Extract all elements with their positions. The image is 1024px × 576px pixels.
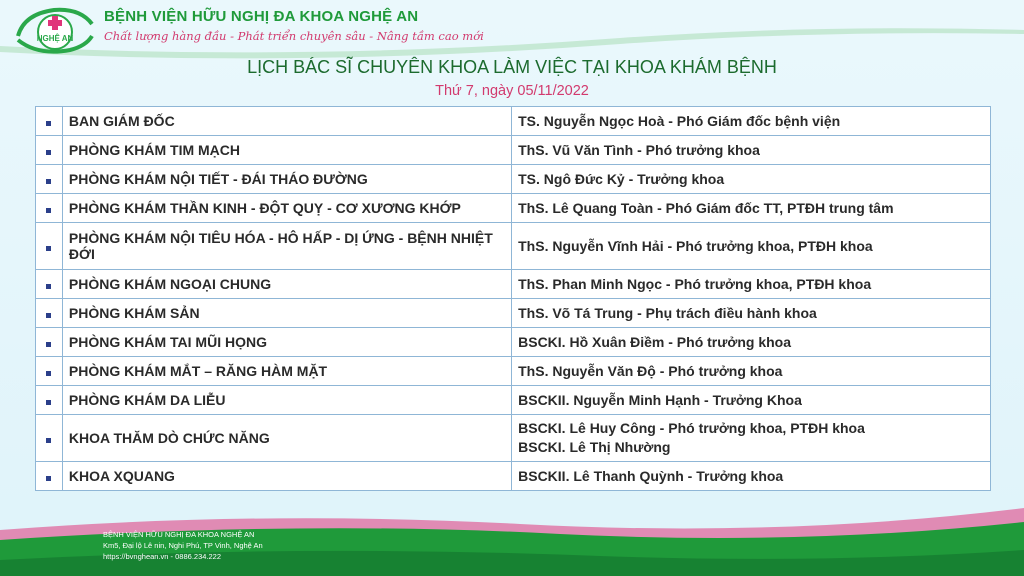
department-name: PHÒNG KHÁM TIM MẠCH bbox=[62, 136, 511, 165]
doctor-name: ThS. Phan Minh Ngọc - Phó trưởng khoa, PTĐH khoa bbox=[512, 270, 991, 299]
doctor-name: BSCKII. Lê Thanh Quỳnh - Trưởng khoa bbox=[512, 462, 991, 491]
bullet-icon bbox=[46, 438, 51, 443]
doctor-name: ThS. Vũ Văn Tình - Phó trưởng khoa bbox=[512, 136, 991, 165]
row-bullet bbox=[36, 386, 63, 415]
footer-contact[interactable]: https://bvnghean.vn - 0886.234.222 bbox=[103, 552, 222, 561]
table-row bbox=[36, 270, 991, 299]
doctor-name: ThS. Lê Quang Toàn - Phó Giám đốc TT, PTĐH trung tâm bbox=[512, 194, 991, 223]
row-bullet bbox=[36, 107, 63, 136]
row-bullet bbox=[36, 357, 63, 386]
department-name: PHÒNG KHÁM MẮT – RĂNG HÀM MẶT bbox=[62, 357, 511, 386]
bullet-icon bbox=[46, 208, 51, 213]
department-name: PHÒNG KHÁM TAI MŨI HỌNG bbox=[62, 328, 511, 357]
page-subtitle: Thứ 7, ngày 05/11/2022 bbox=[435, 83, 589, 99]
table-row bbox=[36, 136, 991, 165]
table-row bbox=[36, 223, 991, 270]
row-bullet bbox=[36, 223, 63, 270]
bullet-icon bbox=[46, 400, 51, 405]
row-bullet bbox=[36, 194, 63, 223]
doctor-name: BSCKI. Lê Huy Công - Phó trưởng khoa, PTĐH khoa bbox=[518, 420, 865, 436]
bullet-icon bbox=[46, 476, 51, 481]
doctor-name: ThS. Nguyễn Văn Độ - Phó trưởng khoa bbox=[512, 357, 991, 386]
doctor-name: TS. Nguyễn Ngọc Hoà - Phó Giám đốc bệnh viện bbox=[512, 107, 991, 136]
department-name: KHOA THĂM DÒ CHỨC NĂNG bbox=[62, 415, 511, 462]
row-bullet bbox=[36, 299, 63, 328]
table-row bbox=[36, 165, 991, 194]
doctor-name: BSCKI. Hồ Xuân Điềm - Phó trưởng khoa bbox=[512, 328, 991, 357]
schedule-table bbox=[35, 106, 991, 491]
logo-text: NGHỆ AN bbox=[36, 34, 74, 43]
row-bullet bbox=[36, 165, 63, 194]
hospital-logo bbox=[14, 6, 96, 56]
bullet-icon bbox=[46, 121, 51, 126]
department-name: BAN GIÁM ĐỐC bbox=[62, 107, 511, 136]
department-name: PHÒNG KHÁM DA LIỄU bbox=[62, 386, 511, 415]
department-name: KHOA XQUANG bbox=[62, 462, 511, 491]
hospital-name: BỆNH VIỆN HỮU NGHỊ ĐA KHOA NGHỆ AN bbox=[104, 8, 419, 25]
row-bullet bbox=[36, 328, 63, 357]
footer-address: Km5, Đại lộ Lê nin, Nghi Phú, TP Vinh, Nghệ An bbox=[103, 541, 263, 550]
table-row bbox=[36, 107, 991, 136]
row-bullet bbox=[36, 415, 63, 462]
department-name: PHÒNG KHÁM NỘI TIẾT - ĐÁI THÁO ĐƯỜNG bbox=[62, 165, 511, 194]
department-name: PHÒNG KHÁM THẦN KINH - ĐỘT QUỴ - CƠ XƯƠNG KHỚP bbox=[62, 194, 511, 223]
bullet-icon bbox=[46, 313, 51, 318]
department-name: PHÒNG KHÁM NGOẠI CHUNG bbox=[62, 270, 511, 299]
doctor-name: ThS. Võ Tá Trung - Phụ trách điều hành khoa bbox=[512, 299, 991, 328]
table-row bbox=[36, 462, 991, 491]
header bbox=[0, 0, 1024, 60]
row-bullet bbox=[36, 136, 63, 165]
bullet-icon bbox=[46, 179, 51, 184]
table-row bbox=[36, 357, 991, 386]
footer-name: BỆNH VIỆN HỮU NGHỊ ĐA KHOA NGHỆ AN bbox=[103, 530, 255, 539]
row-bullet bbox=[36, 462, 63, 491]
hospital-slogan: Chất lượng hàng đầu - Phát triển chuyên sâu - Nâng tầm cao mới bbox=[104, 29, 484, 43]
table-row bbox=[36, 415, 991, 462]
bullet-icon bbox=[46, 246, 51, 251]
bullet-icon bbox=[46, 150, 51, 155]
page-title: LỊCH BÁC SĨ CHUYÊN KHOA LÀM VIỆC TẠI KHOA KHÁM BỆNH bbox=[247, 57, 777, 77]
table-row bbox=[36, 299, 991, 328]
doctor-name: ThS. Nguyễn Vĩnh Hải - Phó trưởng khoa, PTĐH khoa bbox=[512, 223, 991, 270]
bullet-icon bbox=[46, 371, 51, 376]
row-bullet bbox=[36, 270, 63, 299]
table-row bbox=[36, 328, 991, 357]
doctor-name: BSCKI. Lê Thị Nhường bbox=[518, 439, 671, 455]
doctor-name: TS. Ngô Đức Kỷ - Trưởng khoa bbox=[512, 165, 991, 194]
bullet-icon bbox=[46, 284, 51, 289]
footer-info bbox=[103, 529, 263, 562]
department-name: PHÒNG KHÁM SẢN bbox=[62, 299, 511, 328]
table-row bbox=[36, 386, 991, 415]
table-row bbox=[36, 194, 991, 223]
doctor-name: BSCKII. Nguyễn Minh Hạnh - Trưởng Khoa bbox=[512, 386, 991, 415]
bullet-icon bbox=[46, 342, 51, 347]
doctor-cell bbox=[512, 415, 991, 462]
department-name: PHÒNG KHÁM NỘI TIÊU HÓA - HÔ HẤP - DỊ ỨNG - BỆNH NHIỆT ĐỚI bbox=[62, 223, 511, 270]
